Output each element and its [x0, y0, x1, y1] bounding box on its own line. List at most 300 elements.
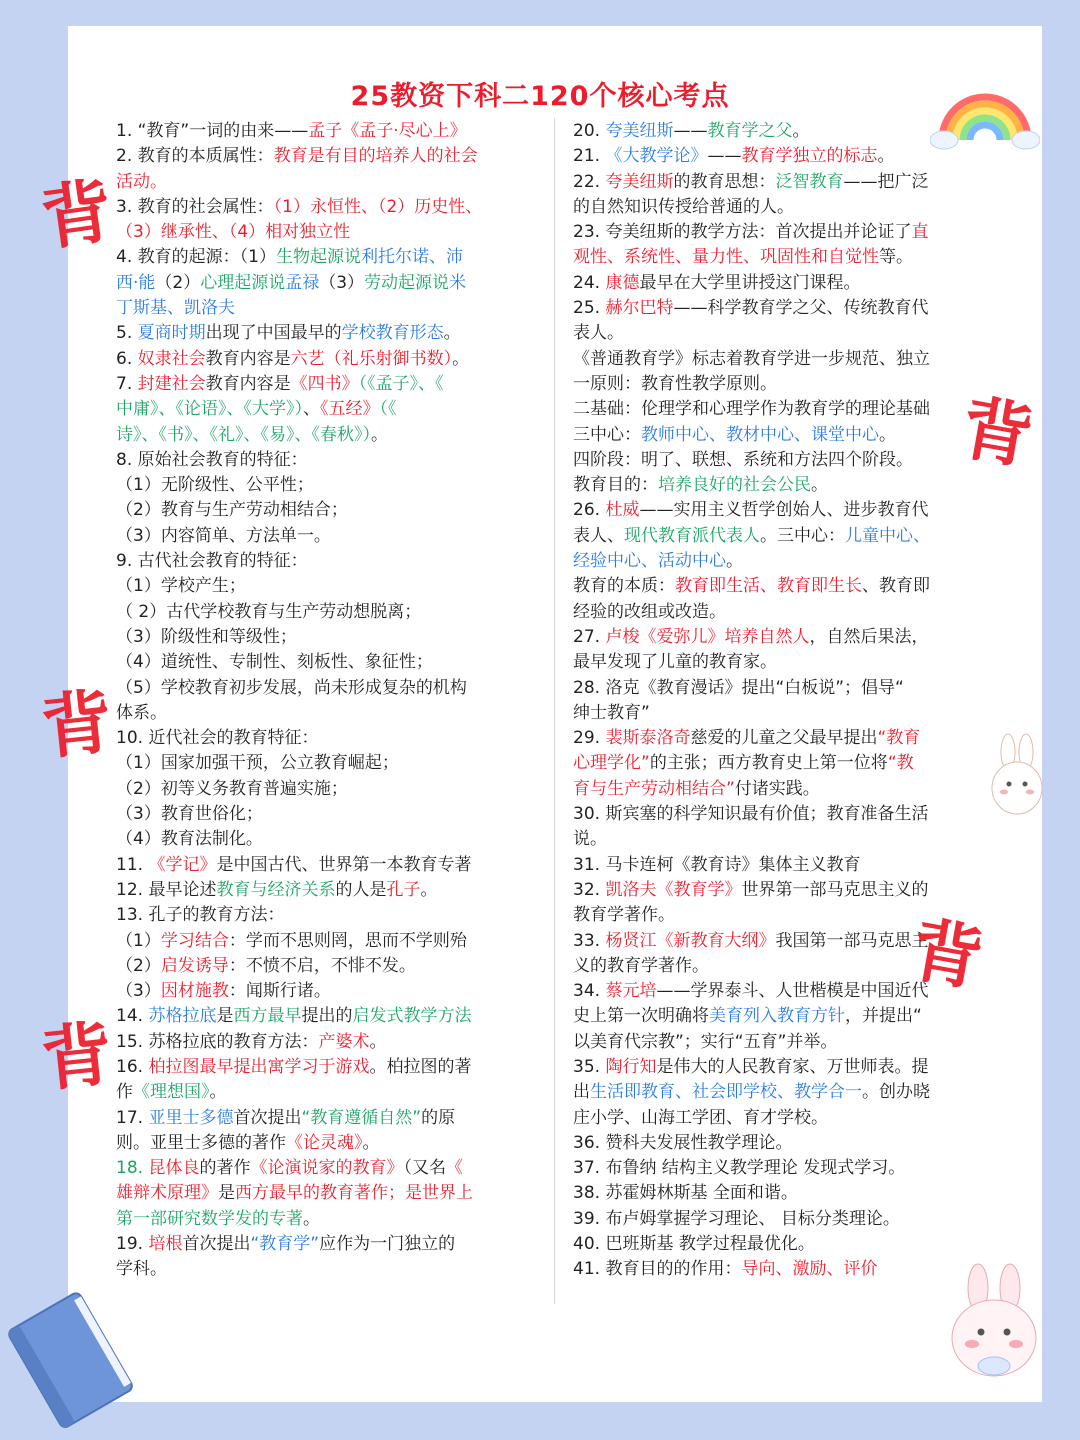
- text-segment: 29.: [573, 728, 606, 749]
- text-segment: 3. 教育的社会属性：: [116, 196, 274, 217]
- text-segment: 教育学著作。: [573, 905, 675, 926]
- text-segment: （3）内容简单、方法单一。: [116, 525, 331, 546]
- text-line: [573, 751, 997, 776]
- text-segment: 最早在大学里讲授这门课程。: [639, 272, 861, 293]
- text-segment: 出现了中国最早的: [205, 323, 342, 344]
- text-line: [116, 372, 540, 397]
- text-segment: 《论灵魂》: [286, 1132, 363, 1153]
- text-segment: ——: [707, 146, 742, 167]
- text-line: [573, 701, 997, 726]
- text-line: [573, 296, 997, 321]
- text-segment: 中庸》、《论语》、《大学》）: [116, 399, 303, 420]
- text-line: [116, 144, 540, 169]
- text-segment: （3）: [116, 981, 161, 1002]
- text-segment: （2）教育与生产劳动相结合；: [116, 500, 348, 521]
- text-segment: 作: [116, 1082, 133, 1103]
- right-column: [573, 119, 997, 1283]
- text-segment: 米: [449, 272, 467, 293]
- text-line: [116, 954, 540, 979]
- text-segment: “教育学”: [250, 1234, 320, 1255]
- text-segment: 凯洛夫《教育学》: [605, 879, 742, 900]
- text-line: [116, 321, 540, 346]
- text-line: [116, 549, 540, 574]
- text-segment: 奴隶社会: [137, 348, 206, 369]
- text-segment: 教育目的：: [573, 475, 658, 496]
- text-line: [573, 777, 997, 802]
- text-line: [116, 423, 540, 448]
- text-segment: 夸美纽斯: [605, 171, 674, 192]
- text-segment: 绅士教育”: [573, 702, 650, 723]
- text-line: [573, 1156, 997, 1181]
- text-segment: （《孟子》、《: [358, 373, 444, 394]
- text-line: [116, 195, 540, 220]
- text-segment: 。: [811, 475, 828, 496]
- text-segment: （3）: [319, 272, 365, 293]
- text-line: [116, 473, 540, 498]
- text-segment: 泛智教育: [775, 171, 844, 192]
- text-segment: 4. 教育的起源：（1）: [116, 247, 276, 268]
- text-segment: 7.: [116, 373, 138, 394]
- text-segment: （1）永恒性、（2）历史性、: [273, 196, 483, 217]
- text-segment: 、: [303, 399, 320, 420]
- text-line: [573, 1030, 997, 1055]
- text-line: [116, 271, 540, 296]
- text-segment: 《理想国》: [133, 1082, 210, 1103]
- text-line: [573, 1257, 997, 1282]
- text-segment: 则。亚里士多德的著作: [116, 1132, 286, 1153]
- text-segment: 柏拉图最早提出寓学习于游戏: [148, 1056, 370, 1077]
- text-line: [116, 524, 540, 549]
- text-segment: 康德: [605, 272, 640, 293]
- text-line: [116, 802, 540, 827]
- recite-stamp-3: 背: [37, 1011, 117, 1102]
- text-line: [573, 549, 997, 574]
- text-line: [573, 1181, 997, 1206]
- text-segment: 。: [362, 1132, 380, 1153]
- text-line: [573, 423, 997, 448]
- text-line: [116, 119, 540, 144]
- text-segment: “教育遵循自然”: [301, 1107, 422, 1128]
- text-segment: 因材施教: [160, 981, 229, 1002]
- text-segment: 的著作: [199, 1158, 251, 1179]
- text-segment: 15. 苏格拉底的教育方法：: [116, 1031, 319, 1052]
- text-line: [573, 1080, 997, 1105]
- text-segment: 16.: [116, 1056, 149, 1077]
- recite-stamp-5: 背: [905, 907, 989, 1002]
- text-segment: 。: [369, 1031, 387, 1052]
- text-line: [116, 397, 540, 422]
- text-line: [116, 726, 540, 751]
- text-segment: ——实用主义哲学创始人、进步教育代: [639, 500, 929, 521]
- text-segment: 学校教育形态: [341, 323, 444, 344]
- text-line: [573, 524, 997, 549]
- left-column: [116, 119, 540, 1283]
- text-segment: 的教育思想：: [673, 171, 776, 192]
- text-segment: 28. 洛克《教育漫话》提出“白板说”；倡导“: [573, 677, 904, 698]
- text-segment: 劳动起源说: [364, 272, 450, 293]
- text-segment: 8. 原始社会教育的特征：: [116, 449, 308, 470]
- text-segment: 西方最早的教育著作；是世界上: [235, 1183, 473, 1204]
- text-segment: 生活即教育、社会即学校、教学合一: [590, 1082, 862, 1103]
- text-segment: 《大教学论》: [605, 146, 708, 167]
- text-segment: ——: [673, 121, 708, 141]
- text-line: [573, 1232, 997, 1257]
- text-line: [116, 1055, 540, 1080]
- text-segment: 5.: [116, 323, 138, 344]
- text-line: [116, 676, 540, 701]
- text-segment: 。三中心：: [760, 525, 845, 546]
- text-line: [573, 347, 997, 372]
- text-segment: 18.: [116, 1158, 149, 1179]
- text-segment: 雄辩术原理》: [116, 1183, 218, 1204]
- text-segment: 10. 近代社会的教育特征：: [116, 728, 319, 749]
- text-line: [116, 827, 540, 852]
- text-segment: 23. 夸美纽斯的教学方法：首次提出并论证了: [573, 222, 912, 243]
- text-segment: 41. 教育目的的作用：: [573, 1259, 742, 1280]
- text-segment: 21.: [573, 146, 606, 167]
- text-line: [116, 1156, 540, 1181]
- text-line: [573, 1055, 997, 1080]
- text-segment: 12. 最早论述: [116, 879, 217, 900]
- text-segment: ——科学教育学之父、传统教育代: [673, 298, 929, 319]
- text-segment: （1）: [116, 930, 161, 951]
- text-segment: 卢梭《爱弥儿》培养自然人: [605, 626, 810, 647]
- text-segment: 27.: [573, 626, 606, 647]
- text-segment: 我国第一部马克思主: [775, 930, 929, 951]
- text-line: [573, 498, 997, 523]
- text-segment: 苏格拉底: [148, 1006, 217, 1027]
- text-segment: 产婆术: [318, 1031, 370, 1052]
- text-segment: （1）学校产生；: [116, 576, 246, 597]
- text-segment: 《五经》: [320, 399, 380, 420]
- text-segment: 22.: [573, 171, 606, 192]
- text-segment: 应作为一门独立的: [319, 1234, 456, 1255]
- text-segment: 是: [218, 1183, 235, 1204]
- text-segment: 慈爱的儿童之父最早提出: [690, 728, 878, 749]
- text-segment: 的自然知识传授给普通的人。: [573, 196, 794, 217]
- text-segment: 教育与经济关系: [216, 879, 336, 900]
- text-segment: 35.: [573, 1056, 606, 1077]
- text-segment: 。: [209, 1082, 227, 1103]
- text-segment: 经验的改组或改造。: [573, 601, 726, 622]
- text-line: [573, 245, 997, 270]
- text-segment: 杨贤江《新教育大纲》: [605, 930, 776, 951]
- text-segment: 表人。: [573, 323, 624, 344]
- text-segment: ：不愤不启，不悱不发。: [228, 955, 416, 976]
- text-segment: “教: [887, 753, 914, 774]
- text-line: [573, 1004, 997, 1029]
- text-segment: 育与生产劳动相结合”: [573, 778, 735, 799]
- text-segment: 的人是: [335, 879, 387, 900]
- text-segment: （1）国家加强干预，公立教育崛起；: [116, 753, 399, 774]
- text-segment: ——学界泰斗、人世楷模是中国近代: [656, 981, 929, 1002]
- text-line: [573, 1207, 997, 1232]
- text-line: [116, 701, 540, 726]
- text-segment: 1. “教育”一词的由来——: [116, 121, 309, 141]
- text-segment: 33.: [573, 930, 606, 951]
- text-segment: 说。: [573, 829, 607, 850]
- text-segment: 孟子《孟子·尽心上》: [308, 121, 467, 141]
- text-segment: 六艺（礼乐射御书数）: [290, 348, 453, 369]
- text-segment: 的主张；西方教育史上第一位将: [649, 753, 888, 774]
- text-line: [116, 1257, 540, 1282]
- text-segment: 陶行知: [605, 1056, 657, 1077]
- text-segment: ，自然后果法，: [809, 626, 929, 647]
- text-line: [116, 1131, 540, 1156]
- text-segment: 心理学化”: [573, 753, 650, 774]
- text-line: [116, 625, 540, 650]
- text-line: [116, 1232, 540, 1257]
- text-segment: 昆体良: [148, 1158, 200, 1179]
- text-line: [116, 574, 540, 599]
- blue-book-icon: [0, 1282, 142, 1440]
- text-line: [116, 1030, 540, 1055]
- text-segment: 等。: [879, 247, 913, 268]
- text-segment: 观性、系统性、量力性、巩固性和自觉性: [573, 247, 879, 268]
- text-segment: 教育是有目的培养人的社会: [273, 146, 478, 167]
- text-segment: 20.: [573, 121, 606, 141]
- text-segment: 四阶段：明了、联想、系统和方法四个阶段。: [573, 449, 913, 470]
- text-segment: （3）教育世俗化；: [116, 804, 263, 825]
- text-segment: （2）: [116, 955, 161, 976]
- text-line: [573, 1131, 997, 1156]
- text-line: [116, 498, 540, 523]
- text-segment: （《: [379, 399, 397, 420]
- text-segment: ——把广泛: [843, 171, 929, 192]
- text-segment: 教育即生活、教育即生长: [675, 576, 862, 597]
- text-segment: 最早发现了儿童的教育家。: [573, 652, 777, 673]
- text-segment: ：闻斯行诸。: [228, 981, 331, 1002]
- recite-stamp-4: 背: [955, 385, 1039, 480]
- text-line: [573, 170, 997, 195]
- text-segment: 体系。: [116, 702, 167, 723]
- text-segment: 活动。: [116, 171, 167, 192]
- text-line: [116, 245, 540, 270]
- text-line: [573, 878, 997, 903]
- text-segment: 38. 苏霍姆林斯基 全面和谐。: [573, 1183, 798, 1204]
- text-segment: 31. 马卡连柯《教育诗》集体主义教育: [573, 854, 861, 875]
- text-line: [116, 1181, 540, 1206]
- text-segment: 。: [792, 121, 810, 141]
- text-segment: 《学记》: [148, 854, 217, 875]
- text-segment: 17.: [116, 1107, 149, 1128]
- text-line: [573, 372, 997, 397]
- text-segment: 是: [216, 1006, 234, 1027]
- text-segment: 36. 赞科夫发展性教学理论。: [573, 1132, 793, 1153]
- text-segment: 提出的: [301, 1006, 353, 1027]
- text-line: [116, 777, 540, 802]
- text-line: [116, 1106, 540, 1131]
- text-segment: 是中国古代、世界第一本教育专著: [216, 854, 472, 875]
- text-line: [116, 296, 540, 321]
- text-segment: 。: [443, 323, 461, 344]
- text-line: [573, 574, 997, 599]
- text-segment: ，并提出“: [845, 1006, 922, 1027]
- text-segment: 教师中心、教材中心、课堂中心: [641, 424, 879, 445]
- page-title: 25教资下科二120个核心考点: [350, 81, 730, 112]
- text-segment: （ 2）古代学校教育与生产劳动想脱离；: [116, 601, 422, 622]
- text-segment: （2）初等义务教育普遍实施；: [116, 778, 348, 799]
- text-segment: 《: [445, 1158, 463, 1179]
- text-segment: 2. 教育的本质属性：: [116, 146, 274, 167]
- text-segment: （1）无阶级性、公平性；: [116, 475, 314, 496]
- text-segment: 三中心：: [573, 424, 641, 445]
- text-segment: 蔡元培: [605, 981, 657, 1002]
- text-segment: 教育的本质：: [573, 576, 675, 597]
- text-line: [116, 170, 540, 195]
- text-segment: 19.: [116, 1234, 149, 1255]
- text-segment: 30. 斯宾塞的科学知识最有价值；教育准备生活: [573, 804, 929, 825]
- text-segment: （4）教育法制化。: [116, 829, 263, 850]
- text-segment: 培根: [148, 1234, 183, 1255]
- text-segment: 14.: [116, 1006, 149, 1027]
- text-segment: 西·能: [116, 272, 156, 293]
- text-segment: 生物起源说: [275, 247, 361, 268]
- text-segment: 以美育代宗教”；实行“五育”并举。: [573, 1031, 838, 1052]
- text-segment: 教育内容是: [205, 348, 291, 369]
- text-line: [116, 903, 540, 928]
- text-line: [573, 448, 997, 473]
- text-segment: 24.: [573, 272, 606, 293]
- text-line: [573, 726, 997, 751]
- bunny-sticker-bottom: [944, 1262, 1044, 1380]
- text-segment: ：学而不思则罔，思而不学则殆: [228, 930, 467, 951]
- text-segment: 。创办晓: [862, 1082, 930, 1103]
- text-line: [573, 220, 997, 245]
- text-segment: “教育: [877, 728, 921, 749]
- text-segment: 庄小学、山海工学团、育才学校。: [573, 1107, 828, 1128]
- text-segment: 义的教育学著作。: [573, 955, 709, 976]
- text-line: [573, 600, 997, 625]
- text-line: [573, 321, 997, 346]
- text-segment: 心理起源说: [200, 272, 286, 293]
- text-segment: 《四书》: [290, 373, 359, 394]
- text-segment: 6.: [116, 348, 138, 369]
- text-segment: 丁斯基、凯洛夫: [116, 298, 235, 319]
- text-segment: 西方最早: [233, 1006, 302, 1027]
- text-segment: 。: [303, 1208, 320, 1229]
- text-segment: 11.: [116, 854, 149, 875]
- text-segment: 付诸实践。: [734, 778, 820, 799]
- text-segment: 首次提出: [182, 1234, 251, 1255]
- text-segment: 学科。: [116, 1259, 167, 1280]
- text-line: [573, 625, 997, 650]
- text-segment: 《论演说家的教育》: [250, 1158, 404, 1179]
- text-segment: （又名: [403, 1158, 446, 1179]
- text-line: [116, 1207, 540, 1232]
- text-segment: 杜威: [605, 500, 640, 521]
- text-line: [573, 650, 997, 675]
- text-line: [116, 1080, 540, 1105]
- text-segment: 现代教育派代表人: [624, 525, 760, 546]
- text-segment: 40. 巴班斯基 教学过程最优化。: [573, 1234, 815, 1255]
- text-segment: 培养良好的社会公民: [658, 475, 811, 496]
- text-segment: 《普通教育学》标志着教育学进一步规范、独立: [573, 348, 930, 369]
- text-segment: 赫尔巴特: [605, 298, 674, 319]
- text-line: [573, 195, 997, 220]
- text-segment: 孟禄: [285, 272, 320, 293]
- text-segment: （3）阶级性和等级性；: [116, 626, 297, 647]
- text-segment: 。: [452, 348, 470, 369]
- bunny-sticker-top: [986, 732, 1046, 824]
- text-segment: 教育学独立的标志: [741, 146, 878, 167]
- text-segment: 。: [877, 146, 895, 167]
- text-line: [573, 853, 997, 878]
- text-segment: 37. 布鲁纳 结构主义教学理论 发现式学习。: [573, 1158, 906, 1179]
- text-segment: 孔子: [386, 879, 421, 900]
- text-segment: 的原: [421, 1107, 456, 1128]
- text-line: [116, 929, 540, 954]
- text-segment: 启发诱导: [160, 955, 229, 976]
- text-line: [573, 827, 997, 852]
- text-line: [116, 600, 540, 625]
- text-segment: 25.: [573, 298, 606, 319]
- text-segment: 诗》、《书》、《礼》、《易》、《春秋》）: [116, 424, 371, 445]
- text-segment: 。: [726, 551, 743, 572]
- text-segment: 学习结合: [160, 930, 229, 951]
- text-segment: 34.: [573, 981, 606, 1002]
- text-segment: 32.: [573, 879, 606, 900]
- text-segment: 史上第一次明确将: [573, 1006, 709, 1027]
- recite-stamp-2: 背: [37, 679, 117, 770]
- text-segment: 39. 布卢姆掌握学习理论、 目标分类理论。: [573, 1208, 900, 1229]
- text-segment: 出: [573, 1082, 590, 1103]
- text-segment: 13. 孔子的教育方法：: [116, 905, 285, 926]
- text-segment: 第一部研究数学发的专著: [116, 1208, 303, 1229]
- text-segment: 一原则：教育性教学原则。: [573, 373, 777, 394]
- text-segment: 裴斯泰洛奇: [605, 728, 691, 749]
- text-segment: 是伟大的人民教育家、万世师表。提: [656, 1056, 929, 1077]
- text-segment: 教育学之父: [707, 121, 793, 141]
- text-segment: 导向、激励、评价: [741, 1259, 878, 1280]
- text-segment: 儿童中心、: [845, 525, 930, 546]
- recite-stamp-1: 背: [36, 168, 118, 261]
- text-segment: 世界第一部马克思主义的: [741, 879, 929, 900]
- text-segment: 夏商时期: [137, 323, 206, 344]
- text-segment: 经验中心、活动中心: [573, 551, 726, 572]
- rainbow-cloud-sticker: [930, 82, 1040, 150]
- text-segment: 表人、: [573, 525, 624, 546]
- text-line: [116, 347, 540, 372]
- text-line: [116, 878, 540, 903]
- text-segment: 。: [879, 424, 896, 445]
- text-segment: 启发式教学方法: [352, 1006, 472, 1027]
- text-segment: 亚里士多德: [148, 1107, 234, 1128]
- text-line: [116, 751, 540, 776]
- text-line: [116, 220, 540, 245]
- text-line: [116, 979, 540, 1004]
- text-line: [573, 473, 997, 498]
- text-line: [573, 676, 997, 701]
- text-line: [116, 853, 540, 878]
- text-segment: 二基础：伦理学和心理学作为教育学的理论基础: [573, 399, 930, 420]
- text-line: [116, 1004, 540, 1029]
- text-segment: 首次提出: [233, 1107, 302, 1128]
- text-segment: 教育内容是: [205, 373, 291, 394]
- text-segment: （3）继承性、（4）相对独立性: [116, 222, 351, 243]
- text-segment: 、教育即: [862, 576, 930, 597]
- text-segment: 利托尔诺、沛: [360, 247, 463, 268]
- column-divider: [554, 118, 555, 1304]
- text-segment: 封建社会: [137, 373, 206, 394]
- text-line: [573, 1106, 997, 1131]
- text-line: [573, 397, 997, 422]
- text-line: [116, 650, 540, 675]
- text-line: [573, 271, 997, 296]
- text-segment: （2）: [155, 272, 201, 293]
- text-segment: 。柏拉图的著: [369, 1056, 472, 1077]
- text-segment: 美育列入教育方针: [709, 1006, 845, 1027]
